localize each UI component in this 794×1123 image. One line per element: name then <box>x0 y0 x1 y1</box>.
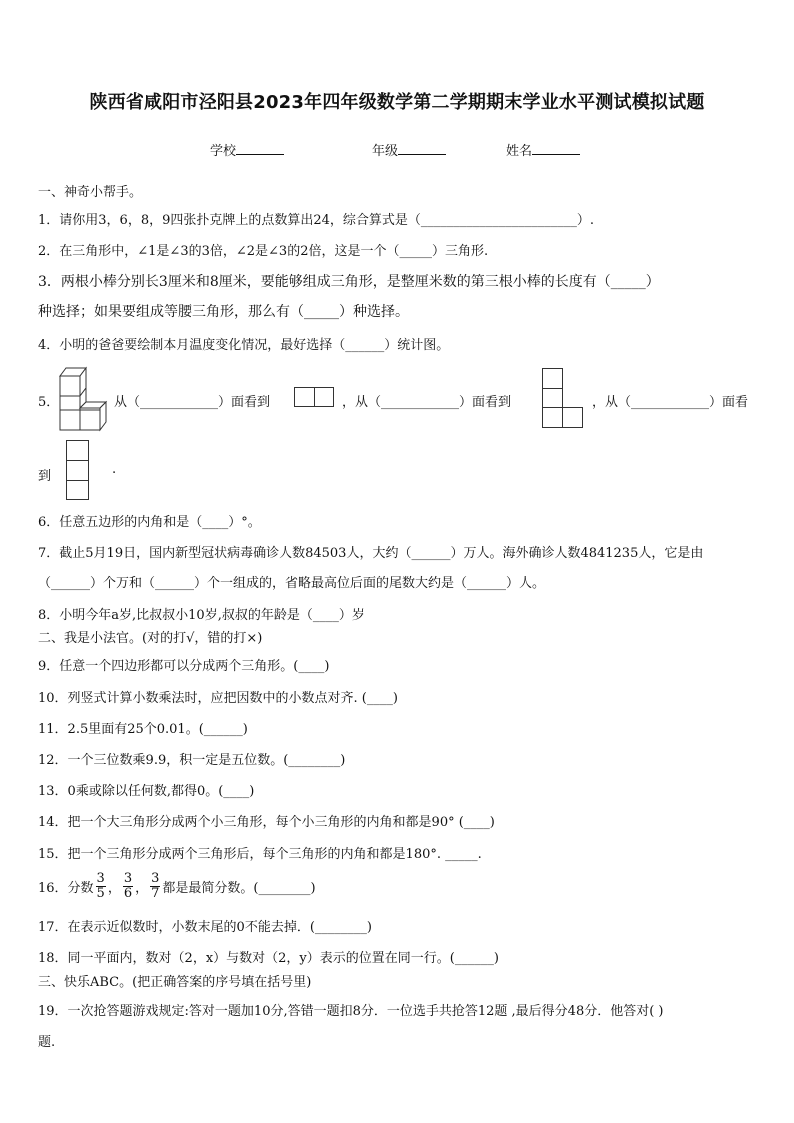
fraction-3-numerator: 3 <box>151 870 160 886</box>
page-title: 陕西省咸阳市泾阳县2023年四年级数学第二学期期末学业水平测试模拟试题 <box>89 92 705 113</box>
fraction-1-denominator: 5 <box>96 885 105 901</box>
question-14: 14．把一个大三角形分成两个小三角形，每个小三角形的内角和都是90° (____) <box>38 815 495 830</box>
view1-square-right <box>314 387 334 407</box>
question-18: 18．同一平面内，数对（2，x）与数对（2，y）表示的位置在同一行。(______) <box>38 951 499 966</box>
question-16-prefix: 16．分数 <box>38 880 94 896</box>
view-two-horizontal <box>294 387 334 407</box>
grade-label: 年级 <box>372 144 399 159</box>
question-1: 1．请你用3，6，8，9四张扑克牌上的点数算出24，综合算式是（________________________）. <box>38 213 595 228</box>
section-1-heading: 一、神奇小帮手。 <box>38 185 143 200</box>
view2-square-top <box>542 368 563 389</box>
view2-square-middle <box>542 388 563 408</box>
question-5-part5: . <box>112 462 117 477</box>
question-16-suffix: 都是最简分数。(________) <box>162 880 316 896</box>
question-16-sep1: ， <box>107 880 121 896</box>
name-label: 姓名 <box>506 144 533 159</box>
school-label: 学校 <box>210 144 237 159</box>
question-4: 4．小明的爸爸要绘制本月温度变化情况，最好选择（______）统计图。 <box>38 338 450 353</box>
question-10: 10．列竖式计算小数乘法时，应把因数中的小数点对齐. (____) <box>38 691 398 706</box>
school-blank <box>236 142 284 155</box>
cube-figure-3d <box>58 366 108 436</box>
section-3-heading: 三、快乐ABC。(把正确答案的序号填在括号里) <box>38 975 312 990</box>
school-field <box>210 140 284 159</box>
name-field <box>506 140 580 159</box>
question-5-part1: 从（____________）面看到 <box>114 395 271 410</box>
question-8: 8．小明今年a岁,比叔叔小10岁,叔叔的年龄是（____）岁 <box>38 608 365 623</box>
fraction-2-denominator: 6 <box>123 885 133 901</box>
fraction-1-numerator: 3 <box>96 870 105 886</box>
question-11: 11．2.5里面有25个0.01。(______) <box>38 722 248 737</box>
question-5-part2: ，从（____________）面看到 <box>342 395 512 410</box>
question-7-line1: 7．截止5月19日，国内新型冠状病毒确诊人数84503人，大约（______）万人。海外确诊人数4841235人，它是由 <box>38 546 704 561</box>
grade-field <box>372 140 446 159</box>
view3-square-bottom <box>66 480 89 500</box>
view2-square-bottom-right <box>562 407 583 428</box>
grade-blank <box>398 142 446 155</box>
question-19-line2: 题. <box>38 1035 56 1050</box>
cube-stack-icon <box>58 366 108 432</box>
view3-square-top <box>66 440 89 461</box>
fraction-3-7 <box>150 872 160 901</box>
view1-square-left <box>294 387 315 407</box>
question-16 <box>38 868 316 904</box>
fraction-3-5 <box>96 872 106 901</box>
question-6: 6．任意五边形的内角和是（____）°。 <box>38 515 261 530</box>
question-5-number: 5． <box>38 395 60 410</box>
question-3-line1: 3．两根小棒分别长3厘米和8厘米，要能够组成三角形，是整厘米数的第三根小棒的长度有（_____） <box>38 274 660 290</box>
question-12: 12．一个三位数乘9.9，积一定是五位数。(________) <box>38 753 346 768</box>
view2-square-bottom-left <box>542 407 563 428</box>
question-15: 15．把一个三角形分成两个三角形后，每个三角形的内角和都是180°. _____. <box>38 847 482 862</box>
name-blank <box>532 142 580 155</box>
question-9: 9．任意一个四边形都可以分成两个三角形。(____) <box>38 659 330 674</box>
question-7-line2: （______）个万和（______）个一组成的，省略最高位后面的尾数大约是（______）人。 <box>38 576 546 591</box>
view-three-vertical <box>66 440 90 500</box>
view3-square-middle <box>66 460 89 481</box>
question-19-line1: 19．一次抢答题游戏规定:答对一题加10分,答错一题扣8分．一位选手共抢答12题 ,最后得分48分．他答对( ) <box>38 1004 664 1019</box>
question-2: 2．在三角形中，∠1是∠3的3倍，∠2是∠3的2倍，这是一个（_____）三角形. <box>38 244 489 259</box>
question-3-line2: 种选择；如果要组成等腰三角形，那么有（_____）种选择。 <box>38 304 409 320</box>
question-5-part3: ，从（____________）面看 <box>592 395 749 410</box>
section-2-heading: 二、我是小法官。(对的打√，错的打×) <box>38 631 263 646</box>
question-17: 17．在表示近似数时，小数末尾的0不能去掉．(________) <box>38 920 372 935</box>
question-5-part4: 到 <box>38 469 52 484</box>
fraction-2-numerator: 3 <box>123 870 133 886</box>
question-16-sep2: ， <box>135 880 149 896</box>
fraction-3-denominator: 7 <box>151 885 160 901</box>
question-13: 13．0乘或除以任何数,都得0。(____) <box>38 784 255 799</box>
view-l-shape <box>542 368 584 428</box>
fraction-3-6 <box>123 872 133 901</box>
